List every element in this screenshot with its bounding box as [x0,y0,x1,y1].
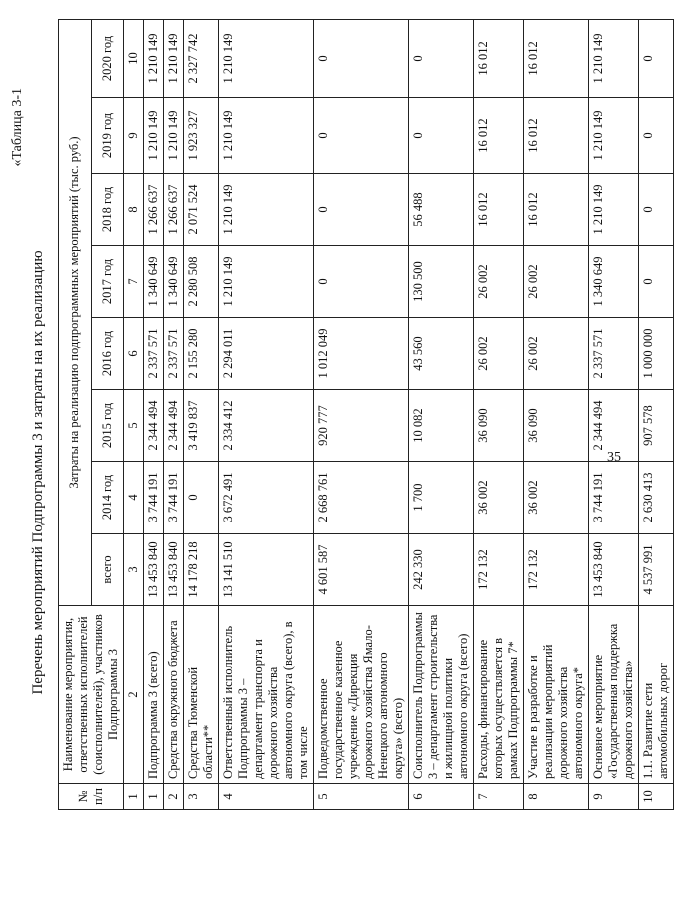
row-value: 16 012 [474,174,524,246]
row-number: 2 [164,784,184,810]
page-number: 35 [607,450,621,465]
row-value: 1 000 000 [639,318,674,390]
row-value: 2 280 508 [184,246,219,318]
row-number: 8 [524,784,589,810]
row-value: 10 082 [409,390,474,462]
column-number-row [124,19,144,809]
row-name: 1.1. Развитие сети автомобильных дорог [639,606,674,784]
row-value: 3 672 491 [219,462,314,534]
row-value: 172 132 [524,534,589,606]
row-value: 16 012 [474,19,524,97]
row-value: 13 453 840 [164,534,184,606]
row-value: 13 453 840 [589,534,639,606]
header-year: 2014 год [91,462,124,534]
row-value: 36 090 [474,390,524,462]
row-value: 1 210 149 [589,98,639,174]
row-value: 1 700 [409,462,474,534]
table-caption: «Таблица 3-1 [10,88,25,167]
row-value: 1 340 649 [164,246,184,318]
row-value: 0 [184,462,219,534]
row-value: 1 210 149 [589,19,639,97]
header-year: 2020 год [91,19,124,97]
row-number: 5 [314,784,409,810]
row-value: 16 012 [524,19,589,97]
column-number: 5 [124,390,144,462]
row-value: 1 210 149 [219,246,314,318]
column-number: 6 [124,318,144,390]
table-row [219,19,314,809]
row-value: 1 210 149 [164,98,184,174]
row-name: Средства окружного бюджета [164,606,184,784]
row-value: 36 002 [474,462,524,534]
row-value: 56 488 [409,174,474,246]
row-value: 1 210 149 [164,19,184,97]
document-title: Перечень мероприятий Подпрограммы 3 и затраты на их реализацию [30,250,46,695]
table-row [184,19,219,809]
row-number: 9 [589,784,639,810]
column-number: 4 [124,462,144,534]
row-number: 3 [184,784,219,810]
header-costs: Затраты на реализацию подпрограммных мероприятий (тыс. руб.) [59,19,92,605]
row-value: 1 266 637 [164,174,184,246]
row-value: 16 012 [524,98,589,174]
row-value: 16 012 [524,174,589,246]
row-name: Подведомственное государственное казенное учреждение «Дирекция дорожного хозяйства Ямало-Ненецкого автономного округа» (всего) [314,606,409,784]
row-name: Расходы, финансирование которых осуществляется в рамках Подпрограммы 7* [474,606,524,784]
row-value: 2 668 761 [314,462,409,534]
row-value: 2 344 494 [589,390,639,462]
row-value: 36 002 [524,462,589,534]
row-value: 130 500 [409,246,474,318]
row-number: 6 [409,784,474,810]
column-number: 2 [124,606,144,784]
row-value: 1 923 327 [184,98,219,174]
row-value: 1 340 649 [589,246,639,318]
row-value: 1 210 149 [219,98,314,174]
row-value: 2 294 011 [219,318,314,390]
row-value: 1 012 049 [314,318,409,390]
column-number: 1 [124,784,144,810]
row-value: 172 132 [474,534,524,606]
row-value: 2 337 571 [589,318,639,390]
row-value: 4 601 587 [314,534,409,606]
header-year: 2018 год [91,174,124,246]
row-value: 2 071 524 [184,174,219,246]
row-value: 14 178 218 [184,534,219,606]
row-value: 0 [639,98,674,174]
row-value: 4 537 991 [639,534,674,606]
header-year: 2017 год [91,246,124,318]
column-number: 10 [124,19,144,97]
row-value: 13 141 510 [219,534,314,606]
table-row [524,19,589,809]
header-row-1 [59,19,92,809]
row-name: Основное мероприятие «Государственная поддержка дорожного хозяйства» [589,606,639,784]
row-name: Подпрограмма 3 (всего) [144,606,164,784]
table-row [144,19,164,809]
row-value: 242 330 [409,534,474,606]
row-value: 0 [639,19,674,97]
row-value: 36 090 [524,390,589,462]
row-value: 2 155 280 [184,318,219,390]
table-row [164,19,184,809]
row-name: Ответственный исполнитель Подпрограммы 3 – департамент транспорта и дорожного хозяйства автономного округа (всего), в том числе [219,606,314,784]
row-value: 1 266 637 [144,174,164,246]
column-number: 8 [124,174,144,246]
row-value: 1 210 149 [219,174,314,246]
row-value: 26 002 [524,246,589,318]
table-row [314,19,409,809]
table-row [474,19,524,809]
row-name: Участие в разработке и реализации мероприятий дорожного хозяйства автономного округа* [524,606,589,784]
row-value: 3 744 191 [589,462,639,534]
row-name: Средства Тюменской области** [184,606,219,784]
row-value: 16 012 [474,98,524,174]
row-value: 0 [639,246,674,318]
row-value: 0 [314,98,409,174]
row-number: 7 [474,784,524,810]
row-value: 0 [409,98,474,174]
header-total: всего [91,534,124,606]
row-value: 2 327 742 [184,19,219,97]
row-value: 907 578 [639,390,674,462]
row-value: 0 [314,19,409,97]
row-value: 1 210 149 [144,98,164,174]
row-value: 3 744 191 [144,462,164,534]
row-value: 26 002 [474,318,524,390]
row-value: 0 [314,174,409,246]
header-name: Наименование мероприятия, ответственных исполнителей (соисполнителей), участников Подпрограммы 3 [59,606,124,784]
column-number: 3 [124,534,144,606]
header-year: 2019 год [91,98,124,174]
table-row [409,19,474,809]
measures-table [58,19,674,810]
row-value: 0 [314,246,409,318]
row-value: 1 210 149 [589,174,639,246]
row-value: 43 560 [409,318,474,390]
header-year: 2016 год [91,318,124,390]
row-value: 2 334 412 [219,390,314,462]
row-number: 4 [219,784,314,810]
row-value: 920 777 [314,390,409,462]
row-value: 2 344 494 [164,390,184,462]
row-number: 10 [639,784,674,810]
row-value: 13 453 840 [144,534,164,606]
row-value: 26 002 [524,318,589,390]
row-number: 1 [144,784,164,810]
row-value: 3 744 191 [164,462,184,534]
column-number: 7 [124,246,144,318]
row-value: 2 337 571 [144,318,164,390]
row-value: 2 630 413 [639,462,674,534]
header-num: № п/п [59,784,124,810]
header-year: 2015 год [91,390,124,462]
row-value: 2 344 494 [144,390,164,462]
row-value: 0 [639,174,674,246]
row-value: 3 419 837 [184,390,219,462]
row-value: 1 210 149 [219,19,314,97]
table-row [639,19,674,809]
table-row [589,19,639,809]
column-number: 9 [124,98,144,174]
row-value: 2 337 571 [164,318,184,390]
row-value: 1 210 149 [144,19,164,97]
row-name: Соисполнитель Подпрограммы 3 – департамент строительства и жилищной политики автономного округа (всего) [409,606,474,784]
row-value: 1 340 649 [144,246,164,318]
row-value: 0 [409,19,474,97]
row-value: 26 002 [474,246,524,318]
